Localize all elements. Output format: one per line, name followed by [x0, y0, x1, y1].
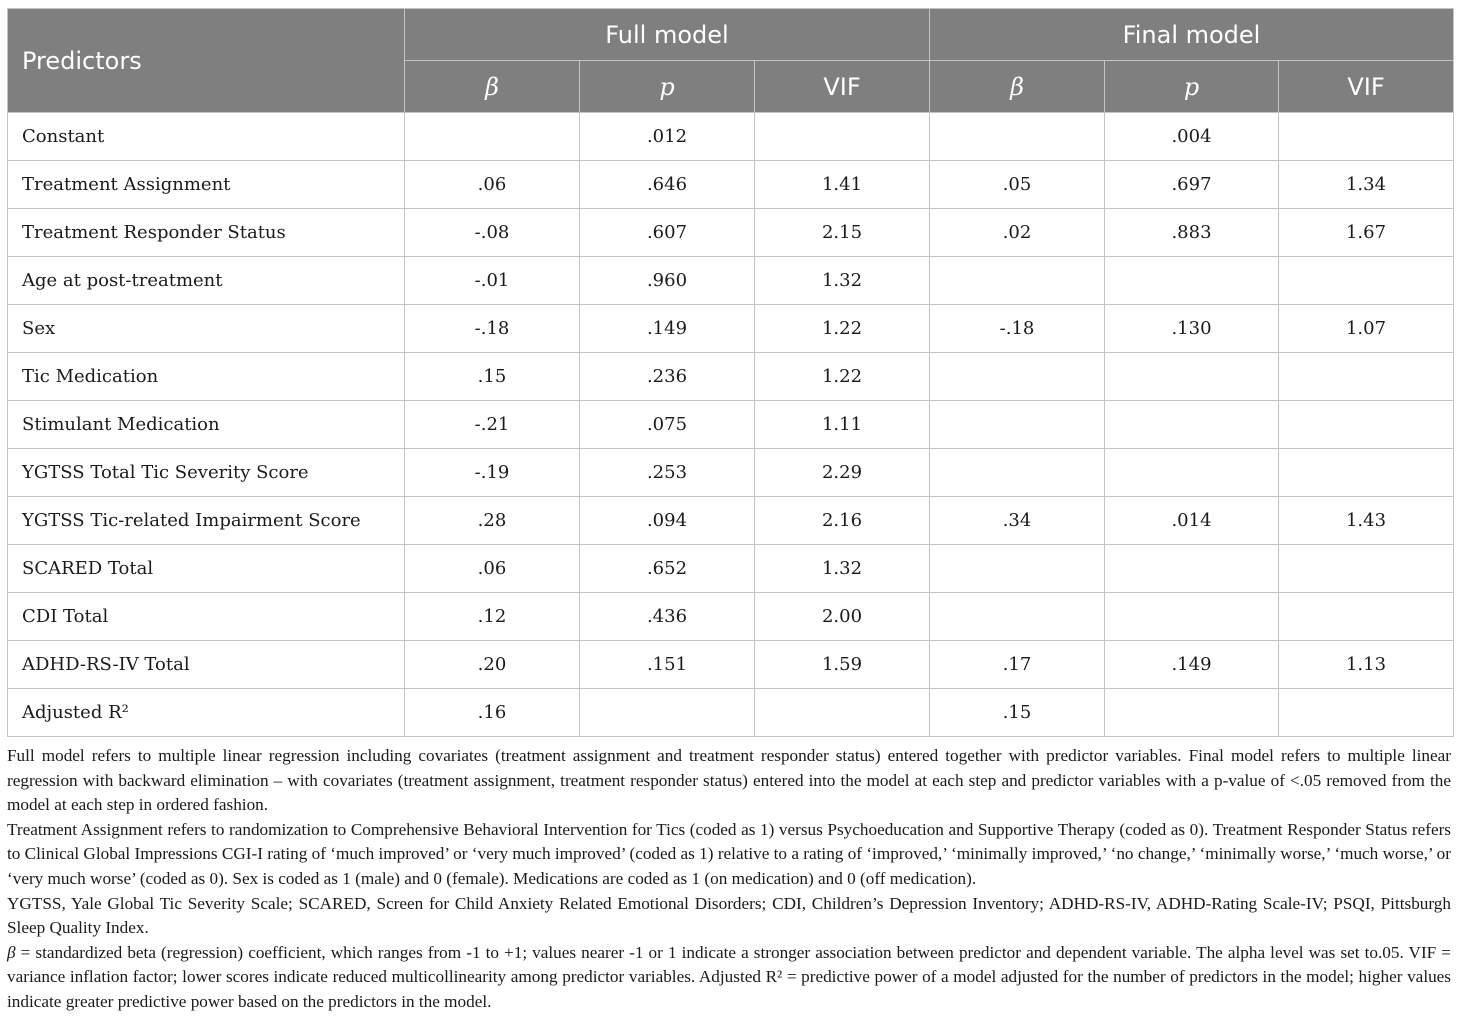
table-cell: .130	[1105, 305, 1279, 353]
table-cell: .652	[580, 545, 755, 593]
full-model-header: Full model	[405, 9, 930, 61]
table-cell: .16	[405, 689, 580, 737]
footnote-coding: Treatment Assignment refers to randomization to Comprehensive Behavioral Intervention for Tics (coded as 1) versus Psychoeducation and Supportive Therapy (coded as 0). Treatment Responder Status refers to Clinical Global Impressions CGI-I rating of ‘much improved’ or ‘very much improved’ (coded as 1) relative to a rating of ‘improved,’ ‘minimally improved,’ ‘no change,’ ‘minimally worse,’ ‘much worse,’ or ‘very much worse’ (coded as 0). Sex is coded as 1 (male) and 0 (female). Medications are coded as 1 (on medication) and 0 (off medication).	[7, 819, 1451, 888]
table-cell: .06	[405, 545, 580, 593]
table-cell: 2.16	[755, 497, 930, 545]
table-cell	[1105, 689, 1279, 737]
table-cell: .014	[1105, 497, 1279, 545]
table-row	[8, 593, 1454, 641]
row-label: Sex	[8, 305, 405, 353]
table-cell	[755, 689, 930, 737]
footnote-definitions-text: = standardized beta (regression) coefficient, which ranges from -1 to +1; values nearer -1 or 1 indicate a stronger association between predictor and dependent variable. The alpha level was set to.05. VIF = variance inflation factor; lower scores indicate reduced multicollinearity among predictor variables. Adjusted R² = predictive power of a model adjusted for the number of predictors in the model; higher values indicate greater predictive power based on the predictors in the model.	[7, 942, 1451, 1011]
table-cell	[930, 113, 1105, 161]
table-cell: .149	[1105, 641, 1279, 689]
table-cell: .960	[580, 257, 755, 305]
table-body	[8, 113, 1454, 737]
table-cell	[1279, 689, 1454, 737]
table-cell: 1.41	[755, 161, 930, 209]
table-cell	[1279, 593, 1454, 641]
row-label: Constant	[8, 113, 405, 161]
table-cell	[1105, 257, 1279, 305]
table-cell: .34	[930, 497, 1105, 545]
final-vif-header: VIF	[1279, 61, 1454, 113]
beta-symbol: β	[7, 942, 16, 962]
table-cell	[1279, 257, 1454, 305]
table-row	[8, 449, 1454, 497]
row-label: CDI Total	[8, 593, 405, 641]
row-label: Stimulant Medication	[8, 401, 405, 449]
final-p-header: p	[1105, 61, 1279, 113]
full-vif-header: VIF	[755, 61, 930, 113]
table-cell: -.21	[405, 401, 580, 449]
table-cell: .697	[1105, 161, 1279, 209]
table-cell: -.08	[405, 209, 580, 257]
table-cell: .646	[580, 161, 755, 209]
table-cell: .236	[580, 353, 755, 401]
table-row	[8, 689, 1454, 737]
table-row	[8, 401, 1454, 449]
table-cell: .012	[580, 113, 755, 161]
table-cell: .149	[580, 305, 755, 353]
row-label: ADHD-RS-IV Total	[8, 641, 405, 689]
table-cell: -.01	[405, 257, 580, 305]
table-row	[8, 641, 1454, 689]
table-cell: .004	[1105, 113, 1279, 161]
row-label: YGTSS Total Tic Severity Score	[8, 449, 405, 497]
predictors-header: Predictors	[8, 9, 405, 113]
table-cell	[1279, 353, 1454, 401]
table-cell	[930, 353, 1105, 401]
table-row	[8, 545, 1454, 593]
table-cell: .15	[930, 689, 1105, 737]
row-label: Treatment Responder Status	[8, 209, 405, 257]
table-cell	[1105, 449, 1279, 497]
table-cell	[1105, 545, 1279, 593]
row-label: Treatment Assignment	[8, 161, 405, 209]
table-cell: .06	[405, 161, 580, 209]
table-cell: 1.32	[755, 545, 930, 593]
table-cell: .253	[580, 449, 755, 497]
table-cell: 1.34	[1279, 161, 1454, 209]
table-cell: .28	[405, 497, 580, 545]
table-cell	[1279, 401, 1454, 449]
table-cell	[405, 113, 580, 161]
row-label: SCARED Total	[8, 545, 405, 593]
table-cell	[755, 113, 930, 161]
table-cell	[1105, 593, 1279, 641]
table-row	[8, 353, 1454, 401]
table-cell: 2.00	[755, 593, 930, 641]
table-cell: .151	[580, 641, 755, 689]
table-cell: .607	[580, 209, 755, 257]
table-cell: -.19	[405, 449, 580, 497]
table-cell: 1.32	[755, 257, 930, 305]
table-cell: 1.43	[1279, 497, 1454, 545]
table-cell: .094	[580, 497, 755, 545]
table-cell: 1.67	[1279, 209, 1454, 257]
header-row-groups	[8, 9, 1454, 61]
table-cell: .20	[405, 641, 580, 689]
table-cell: .17	[930, 641, 1105, 689]
footnote-models: Full model refers to multiple linear regression including covariates (treatment assignment and treatment responder status) entered together with predictor variables. Final model refers to multiple linear regression with backward elimination – with covariates (treatment assignment, treatment responder status) entered into the model at each step and predictor variables with a p-value of <.05 removed from the model at each step in ordered fashion.	[7, 746, 1451, 815]
table-row	[8, 497, 1454, 545]
row-label: Adjusted R²	[8, 689, 405, 737]
footnote-definitions	[7, 941, 1451, 1015]
table-cell: -.18	[405, 305, 580, 353]
table-cell: .436	[580, 593, 755, 641]
table-cell: 1.59	[755, 641, 930, 689]
row-label: YGTSS Tic-related Impairment Score	[8, 497, 405, 545]
table-cell	[580, 689, 755, 737]
table-cell: .15	[405, 353, 580, 401]
final-beta-header: β	[930, 61, 1105, 113]
table-cell: .883	[1105, 209, 1279, 257]
table-cell	[1105, 353, 1279, 401]
regression-table-figure	[7, 8, 1453, 1015]
table-cell	[1279, 545, 1454, 593]
table-row	[8, 257, 1454, 305]
table-cell: 1.22	[755, 353, 930, 401]
table-cell: .12	[405, 593, 580, 641]
footnote-abbreviations: YGTSS, Yale Global Tic Severity Scale; SCARED, Screen for Child Anxiety Related Emotional Disorders; CDI, Children’s Depression Inventory; ADHD-RS-IV, ADHD-Rating Scale-IV; PSQI, Pittsburgh Sleep Quality Index.	[7, 893, 1451, 938]
table-row	[8, 161, 1454, 209]
table-cell	[930, 401, 1105, 449]
table-cell	[930, 545, 1105, 593]
table-cell: 1.13	[1279, 641, 1454, 689]
table-cell: -.18	[930, 305, 1105, 353]
table-row	[8, 113, 1454, 161]
table-cell: 1.07	[1279, 305, 1454, 353]
table-cell: .075	[580, 401, 755, 449]
row-label: Tic Medication	[8, 353, 405, 401]
row-label: Age at post-treatment	[8, 257, 405, 305]
table-cell	[1279, 113, 1454, 161]
table-cell	[930, 257, 1105, 305]
table-cell: 1.22	[755, 305, 930, 353]
table-cell: 2.29	[755, 449, 930, 497]
table-cell	[1105, 401, 1279, 449]
table-cell: 2.15	[755, 209, 930, 257]
table-cell: .02	[930, 209, 1105, 257]
table-row	[8, 305, 1454, 353]
table-cell	[930, 449, 1105, 497]
table-cell	[930, 593, 1105, 641]
table-cell: 1.11	[755, 401, 930, 449]
full-beta-header: β	[405, 61, 580, 113]
table-row	[8, 209, 1454, 257]
final-model-header: Final model	[930, 9, 1454, 61]
regression-table	[7, 8, 1454, 737]
table-cell: .05	[930, 161, 1105, 209]
table-cell	[1279, 449, 1454, 497]
table-footnotes	[7, 744, 1453, 1015]
full-p-header: p	[580, 61, 755, 113]
